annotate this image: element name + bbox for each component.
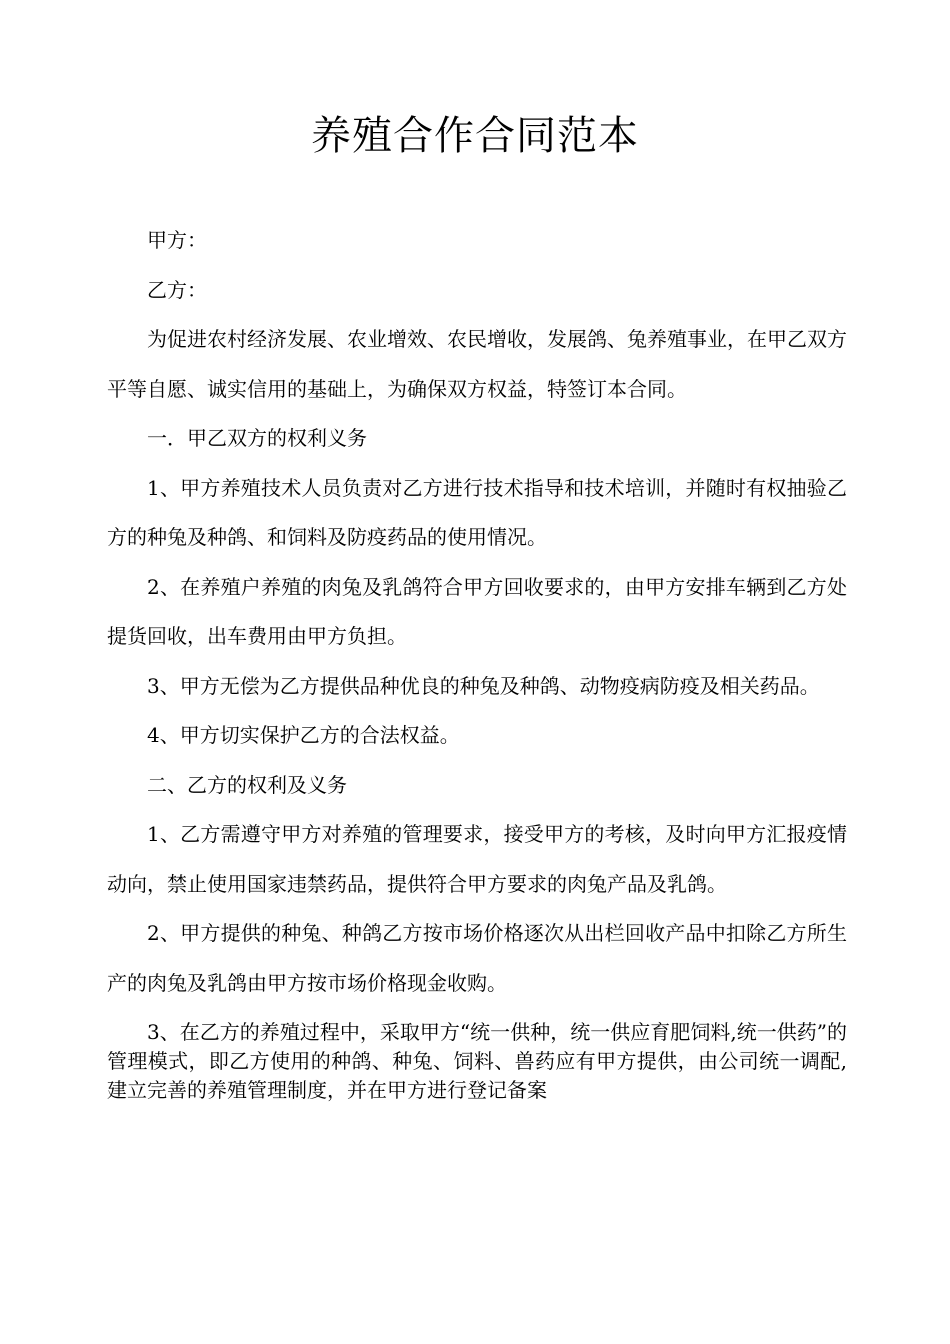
document-body [107, 216, 847, 1105]
party-b-line: 乙方： [147, 277, 207, 302]
party-a-line: 甲方： [147, 228, 207, 252]
section-heading-1: 一．甲乙双方的权利义务 [147, 426, 367, 450]
clause-1-2: 2、在养殖户养殖的肉兔及乳鸽符合甲方回收要求的，由甲方安排车辆到乙方处提货回收，出车费用由甲方负担。 [107, 574, 847, 648]
preamble-paragraph: 为促进农村经济发展、农业增效、农民增收，发展鸽、兔养殖事业，在甲乙双方平等自愿、诚实信用的基础上，为确保双方权益，特签订本合同。 [107, 327, 847, 401]
clause-2-1: 1、乙方需遵守甲方对养殖的管理要求，接受甲方的考核，及时向甲方汇报疫情动向，禁止使用国家违禁药品，提供符合甲方要求的肉兔产品及乳鸽。 [107, 822, 847, 896]
section-heading-2: 二、乙方的权利及义务 [147, 772, 347, 797]
clause-2-2: 2、甲方提供的种兔、种鸽乙方按市场价格逐次从出栏回收产品中扣除乙方所生产的肉兔及乳鸽由甲方按市场价格现金收购。 [107, 921, 847, 995]
clause-2-3: 3、在乙方的养殖过程中，采取甲方“统一供种，统一供应育肥饲料,统一供药”的管理模式，即乙方使用的种鸽、种兔、饲料、兽药应有甲方提供，由公司统一调配,建立完善的养殖管理制度，并在甲方进行登记备案 [107, 1020, 847, 1102]
clause-1-4: 4、甲方切实保护乙方的合法权益。 [147, 723, 460, 747]
clause-1-1: 1、甲方养殖技术人员负责对乙方进行技术指导和技术培训，并随时有权抽验乙方的种兔及种鸽、和饲料及防疫药品的使用情况。 [107, 475, 847, 549]
clause-1-3: 3、甲方无偿为乙方提供品种优良的种兔及种鸽、动物疫病防疫及相关药品。 [147, 673, 820, 698]
document-title: 养殖合作合同范本 [311, 113, 639, 159]
